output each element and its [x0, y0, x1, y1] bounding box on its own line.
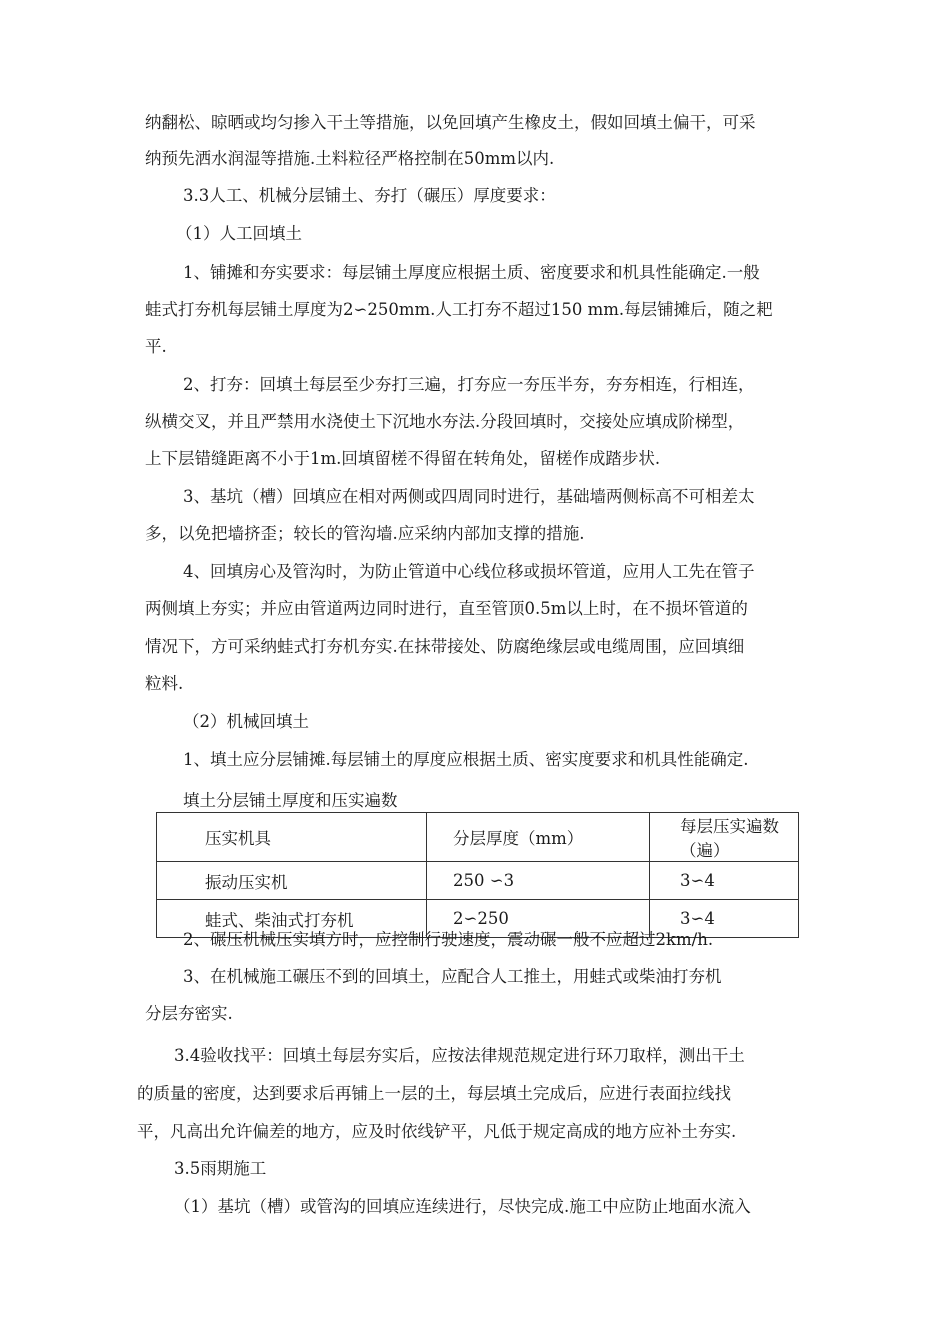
paragraph-line: 3、基坑（槽）回填应在相对两侧或四周同时进行，基础墙两侧标高不可相差太 — [183, 487, 755, 506]
table-cell: 蛙式、柴油式打夯机 — [157, 900, 427, 938]
table-header-cell: 分层厚度（mm） — [427, 813, 650, 862]
section-heading-3-5: 3.5雨期施工 — [174, 1159, 267, 1178]
paragraph-line: 3、在机械施工碾压不到的回填土，应配合人工推土，用蛙式或柴油打夯机 — [183, 967, 722, 986]
table-cell: 3∽4 — [650, 900, 799, 938]
paragraph-line: 2、碾压机械压实填方时，应控制行驶速度，震动碾一般不应超过2km/h. — [183, 930, 714, 949]
paragraph-line: 分层夯密实. — [145, 1004, 233, 1023]
paragraph-line: 两侧填上夯实；并应由管道两边同时进行，直至管顶0.5m以上时，在不损坏管道的 — [145, 599, 748, 618]
compaction-table — [156, 812, 799, 938]
paragraph-line: 的质量的密度，达到要求后再铺上一层的土，每层填土完成后，应进行表面拉线找 — [137, 1084, 731, 1103]
table-caption: 填土分层铺土厚度和压实遍数 — [183, 791, 398, 810]
subheading-mechanical-backfill: （2）机械回填土 — [183, 712, 309, 731]
subheading-manual-backfill: （1）人工回填土 — [176, 224, 302, 243]
paragraph-line: 纳预先洒水润湿等措施.土料粒径严格控制在50mm以内. — [145, 149, 555, 168]
paragraph-line: 粒料. — [145, 674, 184, 693]
table-header-cell: 每层压实遍数（遍） — [650, 813, 799, 862]
paragraph-line: 蛙式打夯机每层铺土厚度为2∽250mm.人工打夯不超过150 mm.每层铺摊后，随之耙 — [145, 300, 773, 319]
table-cell: 250 ∽3 — [427, 862, 650, 900]
paragraph-line: 4、回填房心及管沟时，为防止管道中心线位移或损坏管道，应用人工先在管子 — [183, 562, 755, 581]
paragraph-line: 平. — [145, 337, 167, 356]
table-header-row — [157, 813, 799, 862]
paragraph-line: 情况下，方可采纳蛙式打夯机夯实.在抹带接处、防腐绝缘层或电缆周围，应回填细 — [145, 637, 745, 656]
paragraph-line: 2、打夯：回填土每层至少夯打三遍，打夯应一夯压半夯，夯夯相连，行相连， — [183, 375, 755, 394]
paragraph-line: 纵横交叉，并且严禁用水浇使土下沉地水夯法.分段回填时，交接处应填成阶梯型， — [145, 412, 745, 431]
paragraph-line: （1）基坑（槽）或管沟的回填应连续进行，尽快完成.施工中应防止地面水流入 — [174, 1197, 751, 1216]
paragraph-line: 纳翻松、晾晒或均匀掺入干土等措施，以免回填产生橡皮土，假如回填土偏干，可采 — [145, 113, 756, 132]
paragraph-line: 1、填土应分层铺摊.每层铺土的厚度应根据土质、密实度要求和机具性能确定. — [183, 750, 749, 769]
table-cell: 3∽4 — [650, 862, 799, 900]
paragraph-line: 1、铺摊和夯实要求：每层铺土厚度应根据土质、密度要求和机具性能确定.一般 — [183, 263, 760, 282]
paragraph-line: 上下层错缝距离不小于1m.回填留槎不得留在转角处，留槎作成踏步状. — [145, 449, 661, 468]
paragraph-line: 多，以免把墙挤歪；较长的管沟墙.应采纳内部加支撑的措施. — [145, 524, 585, 543]
table-cell: 2∽250 — [427, 900, 650, 938]
section-heading-3-4: 3.4验收找平：回填土每层夯实后，应按法律规范规定进行环刀取样，测出干土 — [174, 1046, 745, 1065]
table-header-cell: 压实机具 — [157, 813, 427, 862]
table-cell: 振动压实机 — [157, 862, 427, 900]
table-row — [157, 862, 799, 900]
paragraph-line: 平，凡高出允许偏差的地方，应及时依线铲平，凡低于规定高成的地方应补土夯实. — [137, 1122, 737, 1141]
section-heading-3-3: 3.3人工、机械分层铺土、夯打（碾压）厚度要求： — [183, 186, 556, 205]
